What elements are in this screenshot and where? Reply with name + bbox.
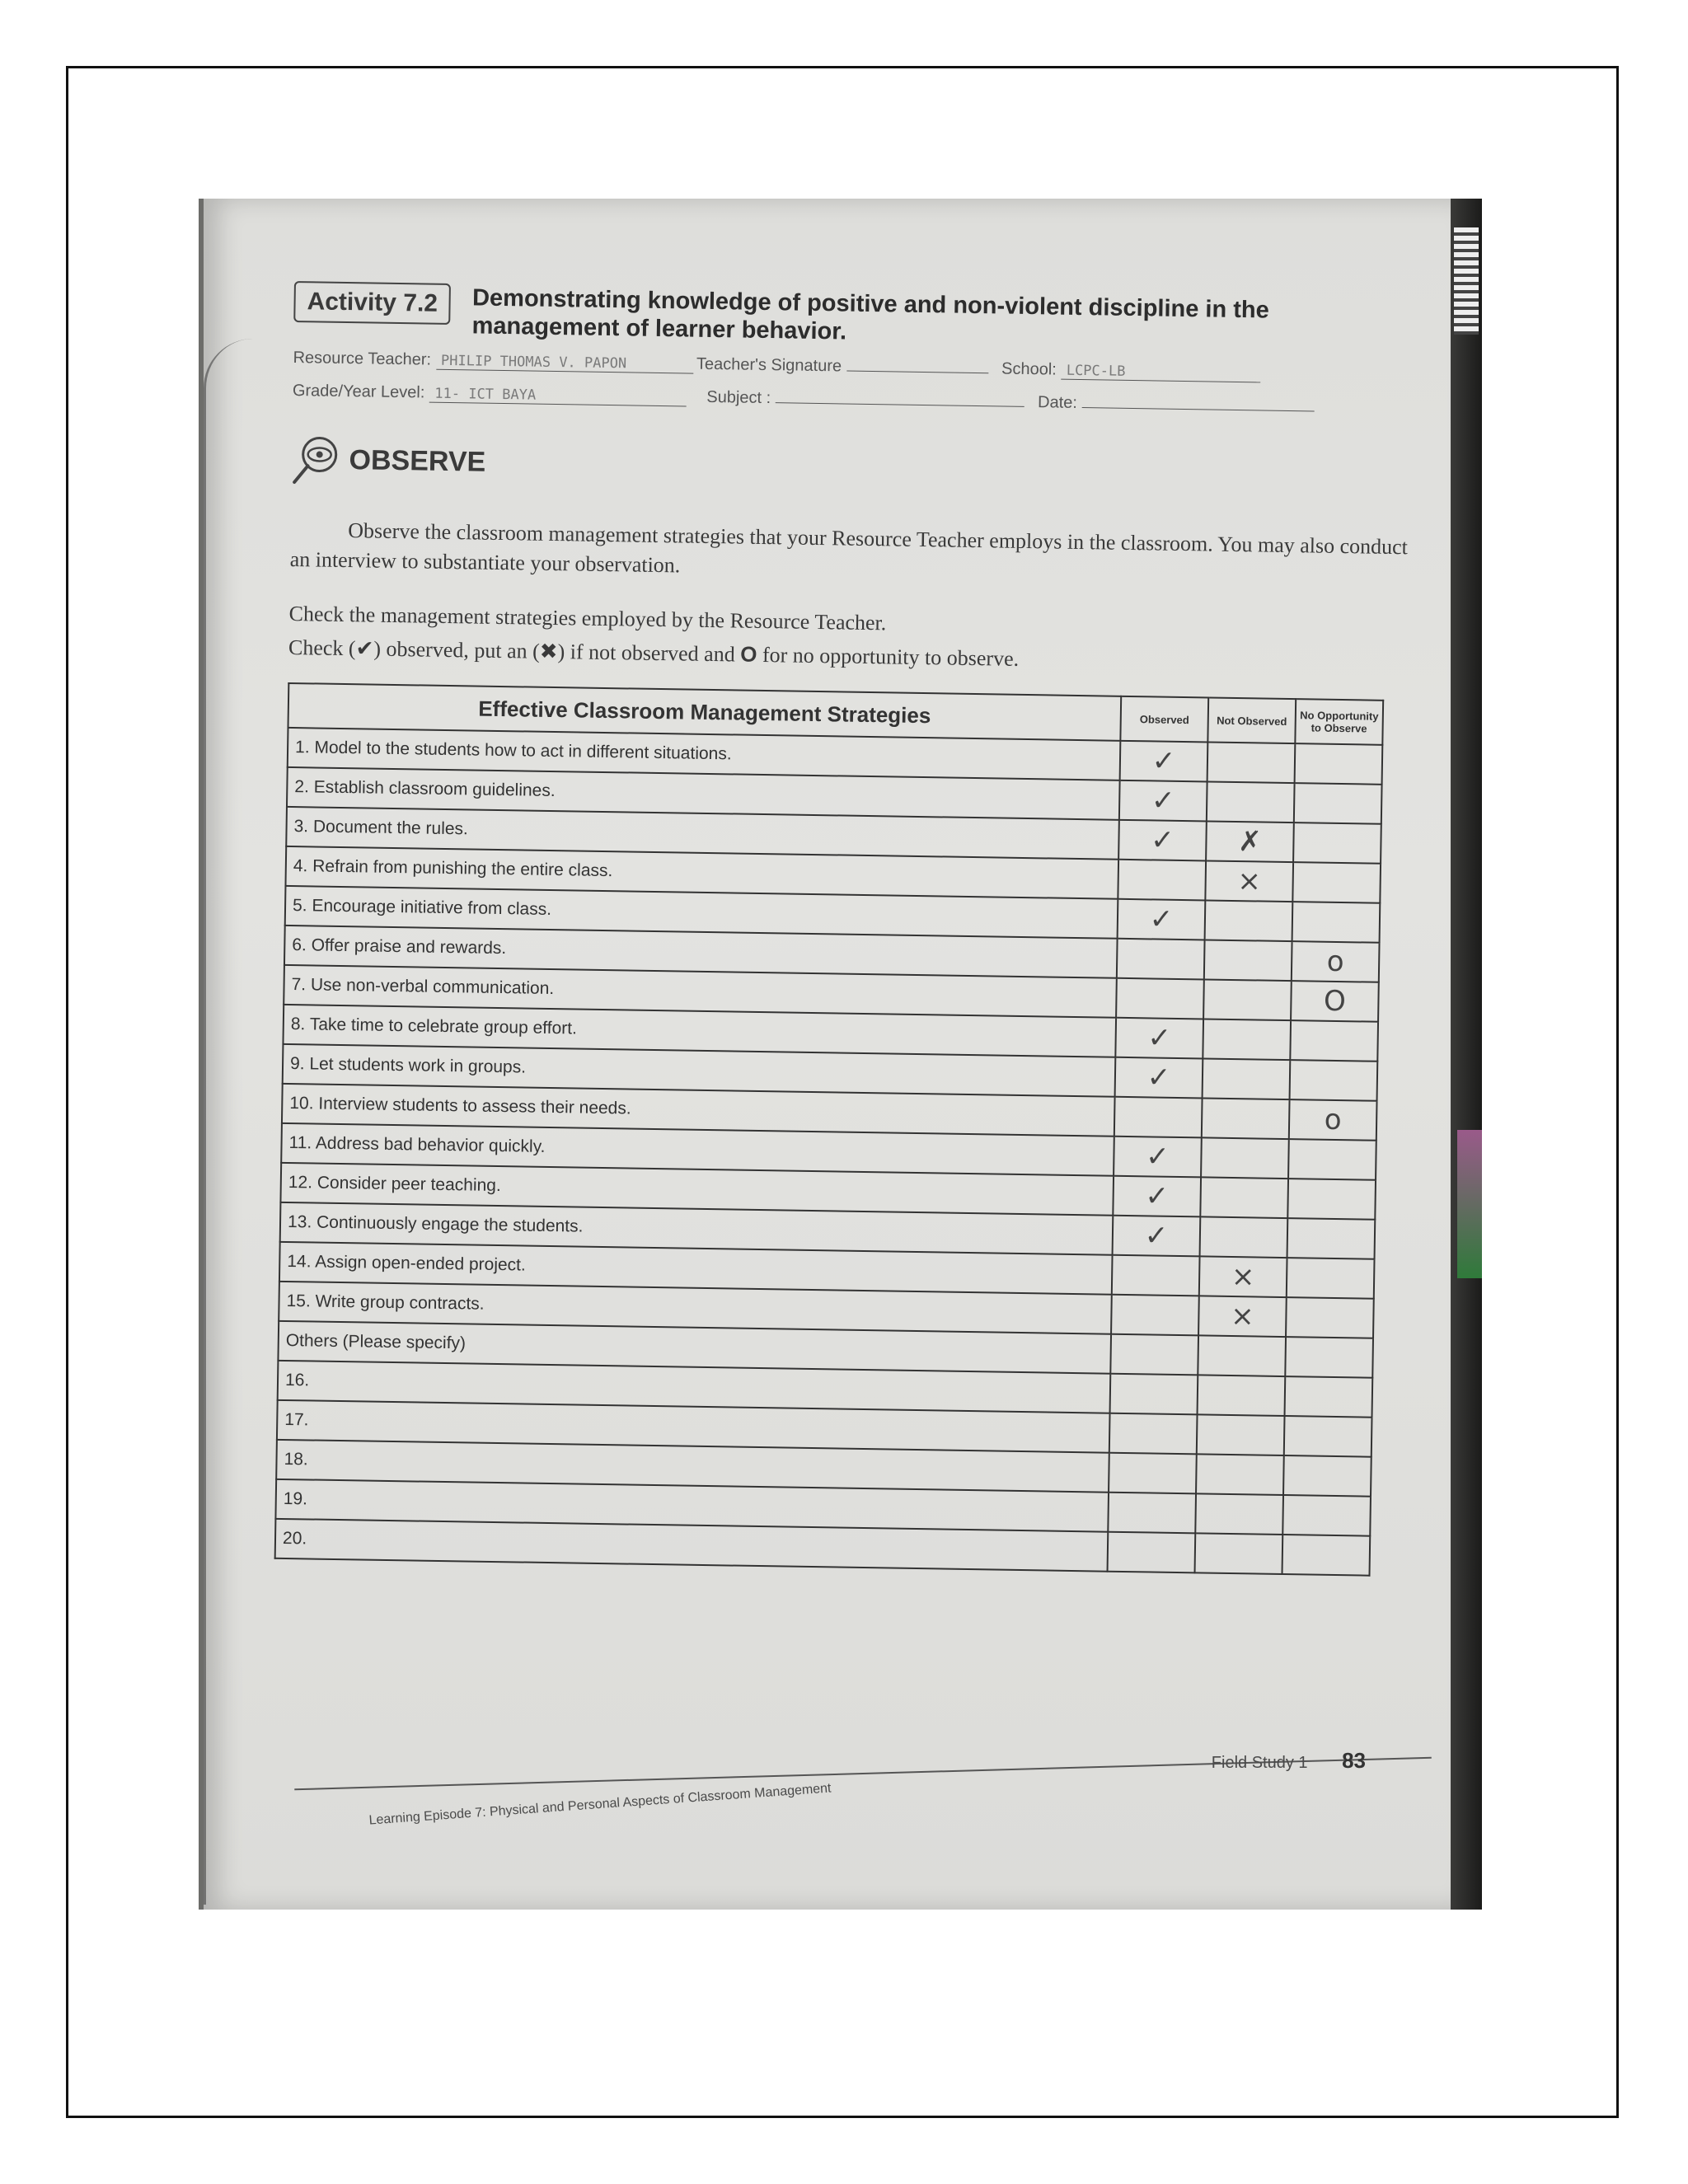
empty-cell — [1282, 1535, 1371, 1576]
strategy-label: 14. Assign open-ended project. — [279, 1242, 1113, 1295]
no-opportunity-mark — [1293, 823, 1381, 864]
observed-mark: ✓ — [1120, 741, 1208, 782]
observed-mark: ✓ — [1113, 1176, 1201, 1217]
others-label: Others (Please specify) — [278, 1321, 1111, 1374]
blank-row-number: 17. — [277, 1400, 1110, 1453]
not-observed-mark — [1202, 1098, 1290, 1139]
empty-cell — [1108, 1532, 1196, 1573]
page-number: 83 — [1342, 1748, 1366, 1773]
empty-cell — [1198, 1375, 1286, 1416]
not-observed-mark: ✗ — [1206, 821, 1294, 862]
observe-paragraph: Observe the classroom management strategies that your Resource Teacher employs in the classroom. You may also conduct an interview to substantiate your observation. — [289, 518, 1409, 578]
blank-row-number: 16. — [278, 1361, 1111, 1413]
strategy-label: 6. Offer praise and rewards. — [284, 926, 1118, 978]
activity-title: Demonstrating knowledge of positive and non-violent discipline in the management of learner behavior. — [471, 284, 1270, 345]
strategy-label: 7. Use non-verbal communication. — [284, 965, 1117, 1018]
strategies-table — [274, 682, 1385, 1577]
no-opportunity-mark — [1287, 1179, 1376, 1220]
strategy-label: 13. Continuously engage the students. — [280, 1202, 1114, 1255]
grade-value: 11- ICT BAYA — [429, 386, 687, 407]
empty-cell — [1108, 1493, 1196, 1534]
observed-mark — [1111, 1295, 1199, 1336]
observed-mark — [1118, 860, 1206, 901]
book-spine-curve — [204, 339, 264, 1905]
table-body — [275, 728, 1383, 1576]
subject-label: Subject : — [706, 387, 771, 408]
observe-label: OBSERVE — [349, 443, 486, 478]
no-opportunity-mark: o — [1292, 941, 1380, 982]
no-opportunity-mark — [1288, 1139, 1376, 1180]
empty-cell — [1285, 1376, 1373, 1418]
observed-mark: ✓ — [1115, 1057, 1203, 1099]
observed-mark — [1112, 1255, 1200, 1296]
strategy-label: 9. Let students work in groups. — [283, 1044, 1116, 1097]
page-footer — [294, 1748, 1432, 1847]
instruction-observed: (✔) observed, put an — [348, 636, 528, 663]
no-opportunity-mark — [1287, 1218, 1376, 1259]
footer-book-title: Field Study 1 — [1211, 1754, 1308, 1772]
empty-cell — [1282, 1495, 1371, 1536]
observed-mark — [1117, 939, 1205, 980]
signature-label: Teacher's Signature — [696, 354, 842, 376]
magnifier-eye-icon — [291, 433, 345, 486]
instruction-check: Check — [288, 635, 344, 660]
not-observed-mark — [1200, 1216, 1288, 1258]
footer-episode-title: Learning Episode 7: Physical and Personal Aspects of Classroom Management — [368, 1781, 832, 1828]
not-observed-mark — [1200, 1177, 1288, 1218]
observed-mark: ✓ — [1115, 1018, 1203, 1059]
empty-cell — [1110, 1374, 1198, 1415]
blank-row-number: 18. — [276, 1440, 1109, 1493]
empty-cell — [1198, 1335, 1286, 1376]
observed-mark: ✓ — [1114, 1137, 1202, 1178]
instruction-not-observed: (✖) if not observed and — [532, 639, 735, 667]
strategy-label: 5. Encourage initiative from class. — [285, 886, 1118, 939]
empty-cell — [1196, 1454, 1284, 1495]
no-opportunity-mark — [1286, 1297, 1374, 1338]
instruction-no-opportunity: for no opportunity to observe. — [762, 642, 1020, 671]
page-content — [274, 281, 1432, 1577]
no-opportunity-mark — [1292, 862, 1381, 903]
photo-background-edge — [1451, 199, 1482, 1910]
instructions — [288, 598, 1427, 682]
observed-mark — [1114, 1097, 1203, 1138]
observe-heading — [291, 433, 1429, 504]
no-opportunity-mark — [1290, 1060, 1378, 1101]
blank-row-number: 19. — [275, 1479, 1109, 1532]
header-not-observed: Not Observed — [1207, 697, 1296, 743]
observed-mark: ✓ — [1118, 820, 1207, 861]
strategy-label: 11. Address bad behavior quickly. — [281, 1123, 1114, 1176]
header-no-opportunity: No Opportunity to Observe — [1295, 699, 1383, 745]
instruction-line-1: Check the management strategies employed by the Resource Teacher. — [288, 601, 887, 635]
not-observed-mark — [1203, 979, 1292, 1020]
observed-mark: ✓ — [1118, 899, 1206, 940]
edge-stripes — [1454, 227, 1479, 335]
strategy-label: 3. Document the rules. — [286, 807, 1119, 860]
no-opportunity-mark — [1287, 1258, 1375, 1299]
not-observed-mark — [1204, 940, 1292, 981]
strategy-label: 10. Interview students to assess their needs. — [282, 1084, 1115, 1137]
no-opportunity-mark — [1292, 902, 1381, 943]
empty-cell — [1109, 1413, 1198, 1455]
strategy-label: 4. Refrain from punishing the entire class. — [285, 846, 1118, 899]
strategy-label: 2. Establish classroom guidelines. — [287, 767, 1120, 820]
observed-mark: ✓ — [1113, 1216, 1201, 1257]
header-strategies: Effective Classroom Management Strategies — [288, 683, 1121, 741]
resource-teacher-label: Resource Teacher: — [293, 348, 432, 369]
not-observed-mark — [1203, 1058, 1291, 1099]
no-opportunity-mark: o — [1289, 1099, 1377, 1141]
activity-header — [293, 281, 1432, 355]
resource-teacher-value: PHILIP THOMAS V. PAPON — [436, 353, 693, 374]
empty-cell — [1284, 1416, 1372, 1457]
empty-cell — [1195, 1533, 1283, 1574]
strategy-label: 1. Model to the students how to act in different situations. — [288, 728, 1121, 780]
empty-cell — [1195, 1493, 1283, 1535]
not-observed-mark: × — [1198, 1296, 1287, 1337]
empty-cell — [1283, 1455, 1372, 1497]
no-opportunity-mark: O — [1291, 981, 1379, 1022]
not-observed-mark — [1207, 742, 1296, 783]
strategy-label: 15. Write group contracts. — [279, 1282, 1112, 1334]
empty-cell — [1285, 1337, 1373, 1378]
blank-row-number: 20. — [275, 1519, 1109, 1572]
not-observed-mark — [1205, 900, 1293, 941]
strategy-label: 12. Consider peer teaching. — [280, 1163, 1114, 1216]
date-label: Date: — [1037, 393, 1078, 412]
no-opportunity-mark — [1290, 1020, 1378, 1062]
school-value: LCPC-LB — [1062, 363, 1261, 383]
not-observed-mark: × — [1205, 860, 1293, 902]
photo-of-book-page — [199, 199, 1482, 1910]
header-observed: Observed — [1120, 696, 1208, 743]
no-opportunity-mark — [1294, 783, 1382, 824]
subject-field — [776, 402, 1025, 407]
date-field — [1082, 407, 1315, 411]
not-observed-mark — [1207, 781, 1295, 823]
footer-right — [1212, 1748, 1366, 1774]
grade-label: Grade/Year Level: — [292, 381, 425, 402]
strategy-label: 8. Take time to celebrate group effort. — [283, 1005, 1116, 1057]
not-observed-mark — [1201, 1137, 1289, 1179]
activity-number: Activity 7.2 — [293, 281, 451, 325]
instruction-o-symbol: O — [739, 641, 757, 667]
observed-mark — [1116, 978, 1204, 1019]
school-label: School: — [1001, 359, 1057, 379]
empty-cell — [1197, 1414, 1285, 1455]
empty-cell — [1109, 1453, 1197, 1494]
signature-field — [846, 371, 988, 374]
observed-mark: ✓ — [1119, 780, 1207, 822]
not-observed-mark — [1203, 1019, 1291, 1060]
info-fields — [292, 349, 1430, 433]
book-page — [204, 199, 1456, 1910]
no-opportunity-mark — [1295, 743, 1383, 785]
not-observed-mark: × — [1199, 1256, 1287, 1297]
edge-color-patch — [1457, 1130, 1482, 1278]
empty-cell — [1110, 1334, 1198, 1376]
